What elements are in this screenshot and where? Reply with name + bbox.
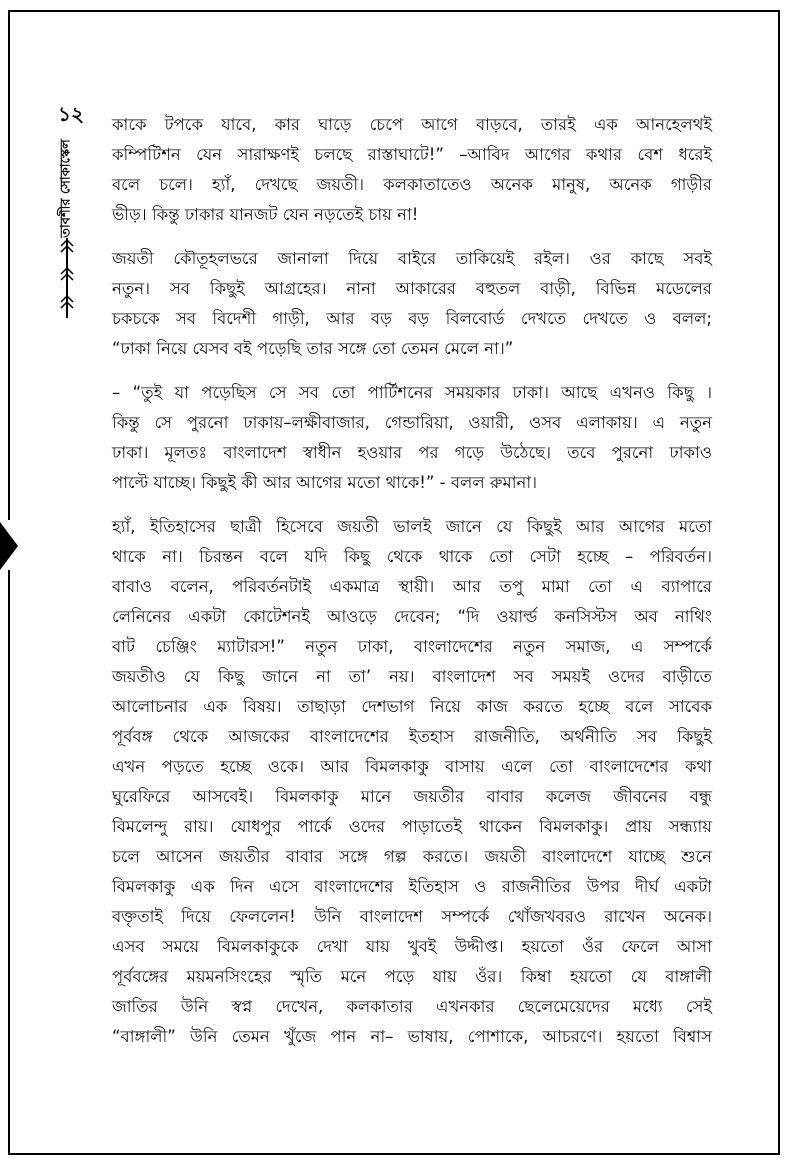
text-line: পাল্টে যাচ্ছে। কিছুই কী আর আগের মতো থাকে!” - বলল রুমানা। [112, 473, 538, 492]
text-line: চলে আসেন জয়তীর বাবার সঙ্গে গল্প করতে। জয়তী বাংলাদেশে যাচ্ছে শুনে [112, 847, 712, 866]
text-line: আলোচনার এক বিষয়। তাছাড়া দেশভাগ নিয়ে কাজ করতে হচ্ছে বলে সাবেক [112, 697, 712, 716]
text-line: কম্পিটিশন যেন সারাক্ষণই চলছে রাস্তাঘাটে!” –আবিদ আগের কথার বেশ ধরেই [112, 145, 712, 164]
page-border-top [8, 10, 780, 12]
text-line: কিন্তু সে পুরনো ঢাকায়–লক্ষীবাজার, গেন্ডারিয়া, ওয়ারী, ওসব এলাকায়। এ নতুন [112, 413, 712, 432]
text-line: বলে চলে। হ্যাঁ, দেখছে জয়তী। কলকাতাতেও অনেক মানুষ, অনেক গাড়ীর [112, 175, 712, 194]
page-border-right [778, 10, 780, 1155]
text-line: এখন পড়তে হচ্ছে ওকে। আর বিমলকাকু বাসায় এলে তো বাংলাদেশের কথা [112, 757, 712, 776]
text-line: হ্যাঁ, ইতিহাসের ছাত্রী হিসেবে জয়তী ভালই জানে যে কিছুই আর আগের মতো [112, 517, 712, 536]
paragraph-2 [112, 244, 712, 364]
text-line: লেনিনের একটা কোটেশনই আওড়ে দেবেন; “দি ওয়ার্ল্ড কনসিস্টস অব নাথিং [112, 607, 712, 626]
thumb-index-tab [0, 522, 18, 570]
page-border-left [8, 10, 10, 520]
text-line: জয়তী কৌতূহলভরে জানালা দিয়ে বাইরে তাকিয়েই রইল। ওর কাছে সবই [112, 249, 712, 268]
page-number: ১২ [58, 102, 84, 126]
text-line: বিমলেন্দু রায়। যোধপুর পার্কে ওদের পাড়াতেই থাকেন বিমলকাকু। প্রায় সন্ধ্যায় [112, 817, 712, 836]
running-head-title: তাবশীর সোকাস্কেল [58, 139, 74, 238]
text-line: ঘুরেফিরে আসবেই। বিমলকাকু মানে জয়তীর বাবার কলেজ জীবনের বন্ধু [112, 787, 712, 806]
text-line: জাতির উনি স্বপ্ন দেখেন, কলকাতার এখনকার ছেলেমেয়েদের মধ্যে সেই [112, 997, 712, 1016]
text-line: বক্তৃতাই দিয়ে ফেললেন! উনি বাংলাদেশ সম্পর্কে খোঁজখবরও রাখেন অনেক। [112, 907, 712, 926]
text-line: পূর্ববঙ্গ থেকে আজকের বাংলাদেশের ইতহাস রাজনীতি, অর্থনীতি সব কিছুই [112, 727, 712, 746]
text-line: কাকে টপকে যাবে, কার ঘাড়ে চেপে আগে বাড়বে, তারই এক আনহেলথই [112, 115, 712, 134]
text-line: পূর্ববঙ্গের ময়মনসিংহের স্মৃতি মনে পড়ে যায় ওঁর। কিম্বা হয়তো যে বাঙ্গালী [112, 967, 712, 986]
text-line: নতুন। সব কিছুই আগ্রহের। নানা আকারের বহুতল বাড়ী, বিভিন্ন মডেলের [112, 279, 712, 298]
text-line: “ঢাকা নিয়ে যেসব বই পড়েছি তার সঙ্গে তো তেমন মেলে না।” [112, 339, 514, 358]
page-border-left-lower [8, 570, 10, 1155]
text-line: থাকে না। চিরন্তন বলে যদি কিছু থেকে থাকে তো সেটা হচ্ছে – পরিবর্তন। [112, 547, 712, 566]
text-line: বাবাও বলেন, পরিবর্তনটাই একমাত্র স্থায়ী। আর তপু মামা তো এ ব্যাপারে [112, 577, 712, 596]
text-line: ঢাকা। মূলতঃ বাংলাদেশ স্বাধীন হওয়ার পর গড়ে উঠেছে। তবে পুরনো ঢাকাও [112, 443, 712, 462]
text-line: এসব সময়ে বিমলকাকুকে দেখা যায় খুবই উদ্দীপ্ত। হয়তো ওঁর ফেলে আসা [112, 937, 712, 956]
body-text [112, 110, 712, 1066]
paragraph-4 [112, 512, 712, 1052]
text-line: বিমলকাকু এক দিন এসে বাংলাদেশের ইতিহাস ও রাজনীতির উপর দীর্ঘ একটা [112, 877, 712, 896]
paragraph-1 [112, 110, 712, 230]
text-line: জয়তীও যে কিছু জানে না তা’ নয়। বাংলাদেশ সব সময়ই ওদের বাড়ীতে [112, 667, 712, 686]
text-line: চকচকে সব বিদেশী গাড়ী, আর বড় বড় বিলবোর্ড দেখতে দেখতে ও বলল; [112, 309, 712, 328]
running-head-ornament-icon [52, 128, 82, 318]
page-border-bottom [8, 1153, 780, 1155]
text-line: – “তুই যা পড়েছিস সে সব তো পার্টিশনের সময়কার ঢাকা। আছে এখনও কিছু । [112, 383, 712, 402]
paragraph-3 [112, 378, 712, 498]
text-line: “বাঙ্গালী” উনি তেমন খুঁজে পান না– ভাষায়, পোশাকে, আচরণে। হয়তো বিশ্বাস [112, 1027, 712, 1046]
running-head [52, 128, 82, 318]
text-line: বাট চেঞ্জিং ম্যাটারস!” নতুন ঢাকা, বাংলাদেশের নতুন সমাজ, এ সম্পর্কে [112, 637, 712, 656]
text-line: ভীড়। কিন্তু ঢাকার যানজট যেন নড়তেই চায় না! [112, 205, 419, 224]
